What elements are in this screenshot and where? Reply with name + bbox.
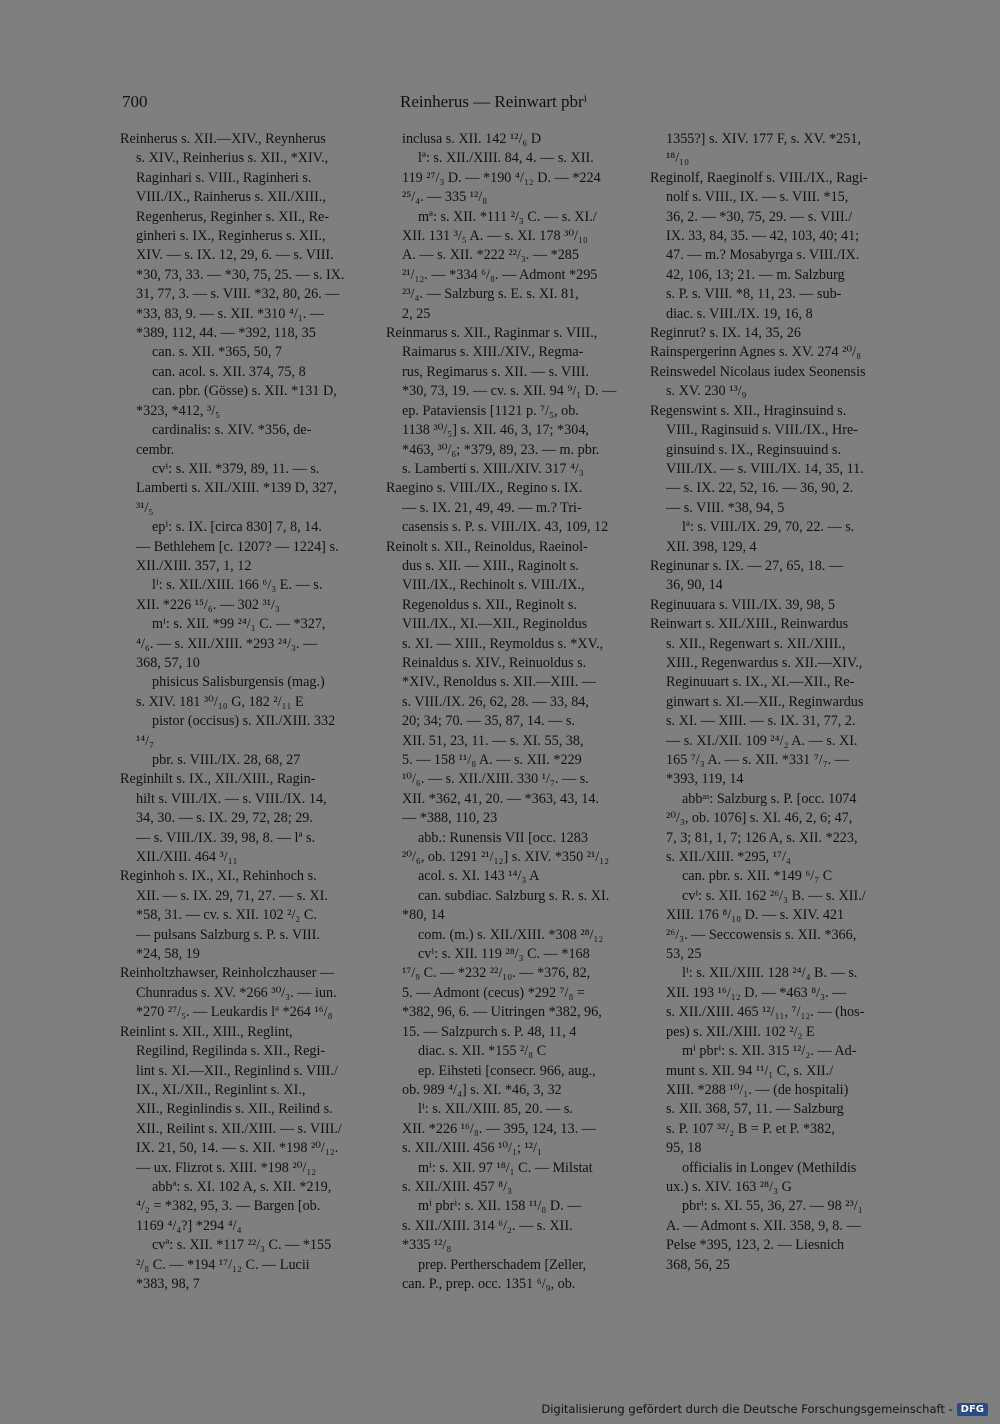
index-column-3 bbox=[650, 130, 904, 1275]
index-line: Regenoldus s. XII., Reginolt s. bbox=[402, 596, 577, 613]
index-line: *80, 14 bbox=[402, 907, 445, 924]
index-line: munt s. XII. 94 ¹¹/₁ C, s. XII./ bbox=[666, 1062, 834, 1079]
index-line: s. P. s. VIII. *8, 11, 23. — sub- bbox=[666, 286, 842, 303]
index-line: can. pbr. (Gösse) s. XII. *131 D, bbox=[152, 383, 337, 400]
index-line: XIII. 176 ⁸/₁₀ D. — s. XIV. 421 bbox=[666, 907, 845, 924]
index-line: 53, 25 bbox=[666, 946, 702, 963]
index-line: Reinlint s. XII., XIII., Reglint, bbox=[120, 1023, 293, 1040]
index-line: s. XII./XIII. *295, ¹⁷/₄ bbox=[666, 849, 791, 866]
index-line: A. — Admont s. XII. 358, 9, 8. — bbox=[666, 1217, 861, 1234]
index-line: VIII./IX., XI.—XII., Reginoldus bbox=[402, 616, 588, 633]
index-line: abbª: s. XI. 102 A, s. XII. *219, bbox=[152, 1178, 332, 1195]
index-line: *30, 73, 19. — cv. s. XII. 94 ⁹/₁ D. — bbox=[402, 383, 617, 400]
index-line: ⁴/₂ = *382, 95, 3. — Bargen [ob. bbox=[136, 1198, 321, 1215]
index-column-2 bbox=[386, 130, 640, 1294]
index-line: Raegino s. VIII./IX., Regino s. IX. bbox=[386, 480, 583, 497]
index-line: Raginhari s. VIII., Raginheri s. bbox=[136, 169, 312, 186]
index-line: 1138 ³⁰/₅] s. XII. 46, 3, 17; *304, bbox=[402, 422, 589, 439]
index-line: ux.) s. XIV. 163 ²⁸/₃ G bbox=[666, 1178, 792, 1195]
index-line: XIII. *288 ¹⁰/₁. — (de hospitali) bbox=[666, 1081, 849, 1098]
index-line: 34, 30. — s. IX. 29, 72, 28; 29. bbox=[136, 810, 313, 827]
index-line: XII. 398, 129, 4 bbox=[666, 538, 757, 555]
index-line: cvⁱ: s. XII. 119 ²⁸/₃ C. — *168 bbox=[418, 946, 590, 963]
index-line: mⁱ pbrⁱ: s. XII. 315 ¹²/₂. — Ad- bbox=[682, 1043, 857, 1060]
index-line: Rainspergerinn Agnes s. XV. 274 ²⁰/₈ bbox=[650, 344, 862, 361]
index-column-1 bbox=[120, 130, 376, 1294]
page-header: Reinherus — Reinwart pbrⁱ bbox=[400, 92, 588, 111]
index-line: phisicus Salisburgensis (mag.) bbox=[152, 674, 325, 691]
index-line: 119 ²⁷/₃ D. — *190 ⁴/₁₂ D. — *224 bbox=[402, 169, 601, 186]
index-line: 20; 34; 70. — 35, 87, 14. — s. bbox=[402, 713, 576, 730]
index-line: VIII., Raginsuid s. VIII./IX., Hre- bbox=[666, 422, 859, 439]
index-line: — s. IX. 21, 49, 49. — m.? Tri- bbox=[402, 499, 582, 516]
index-line: XII., Reilint s. XII./XIII. — s. VIII./ bbox=[136, 1120, 342, 1137]
index-line: — Bethlehem [c. 1207? — 1224] s. bbox=[136, 538, 339, 555]
index-line: Reginolf, Raeginolf s. VIII./IX., Ragi- bbox=[650, 169, 868, 186]
footer-text: Digitalisierung gefördert durch die Deutsche Forschungsgemeinschaft - bbox=[541, 1402, 953, 1416]
index-line: s. XIV. 181 ³⁰/₁₀ G, 182 ²/₁₁ E bbox=[136, 693, 304, 710]
dfg-logo-icon: DFG bbox=[957, 1403, 988, 1416]
index-line: s. XII./XIII. 457 ⁸/₃ bbox=[402, 1178, 512, 1195]
index-line: officialis in Longev (Methildis bbox=[682, 1159, 857, 1176]
index-line: XII. 193 ¹⁶/₁₂ D. — *463 ⁸/₃. — bbox=[666, 984, 847, 1001]
index-line: cvª: s. XII. *117 ²²/₃ C. — *155 bbox=[152, 1237, 332, 1254]
index-line: 2, 25 bbox=[402, 305, 431, 322]
index-line: Reinwart s. XII./XIII., Reinwardus bbox=[650, 616, 849, 633]
index-line: ¹⁷/₉ C. — *232 ²²/₁₀. — *376, 82, bbox=[402, 965, 591, 982]
index-line: can. P., prep. occ. 1351 ⁶/₉, ob. bbox=[402, 1275, 576, 1292]
index-line: dus s. XII. — XIII., Raginolt s. bbox=[402, 557, 579, 574]
index-line: lⁱ: s. XII./XIII. 166 ⁶/₃ E. — s. bbox=[152, 577, 323, 594]
index-line: mª: s. XII. *111 ²/₃ C. — s. XI./ bbox=[418, 208, 597, 225]
index-line: Reginrut? s. IX. 14, 35, 26 bbox=[650, 325, 801, 342]
index-line: s. XII. 368, 57, 11. — Salzburg bbox=[666, 1101, 844, 1118]
index-line: 95, 18 bbox=[666, 1140, 702, 1157]
index-line: rus, Regimarus s. XII. — s. VIII. bbox=[402, 363, 589, 380]
index-line: ²⁰/₆, ob. 1291 ²¹/₁₂] s. XIV. *350 ²¹/₁₂ bbox=[402, 849, 610, 866]
index-line: Reginhoh s. IX., XI., Rehinhoch s. bbox=[120, 868, 317, 885]
index-line: abb.: Runensis VII [occ. 1283 bbox=[418, 829, 588, 846]
index-line: XII. *226 ¹⁶/₈. — 395, 124, 13. — bbox=[402, 1120, 596, 1137]
index-line: ⁴/₆. — s. XII./XIII. *293 ²⁴/₃. — bbox=[136, 635, 318, 652]
index-line: acol. s. XI. 143 ¹⁴/₃ A bbox=[418, 868, 540, 885]
index-line: pbr. s. VIII./IX. 28, 68, 27 bbox=[152, 752, 301, 768]
index-line: s. XI. — XIII., Reymoldus s. *XV., bbox=[402, 635, 604, 652]
index-line: VIII./IX., Rainherus s. XII./XIII., bbox=[136, 189, 326, 206]
index-line: Regenswint s. XII., Hraginsuind s. bbox=[650, 402, 847, 419]
index-line: s. XII./XIII. 456 ¹⁰/₁; ¹²/₁ bbox=[402, 1140, 542, 1157]
index-line: XII. *226 ¹⁵/₆. — 302 ³¹/₃ bbox=[136, 596, 280, 613]
index-line: Regenherus, Reginher s. XII., Re- bbox=[136, 208, 330, 225]
index-line: 368, 56, 25 bbox=[666, 1256, 730, 1273]
index-line: lª: s. VIII./IX. 29, 70, 22. — s. bbox=[682, 519, 855, 536]
index-line: *58, 31. — cv. s. XII. 102 ²/₂ C. bbox=[136, 907, 317, 924]
footer bbox=[541, 1402, 988, 1416]
index-line: — s. VIII./IX. 39, 98, 8. — lª s. bbox=[136, 829, 316, 846]
index-line: Reinmarus s. XII., Raginmar s. VIII., bbox=[386, 325, 598, 342]
index-line: cvⁱ: s. XII. 162 ²⁶/₃ B. — s. XII./ bbox=[682, 887, 866, 904]
index-line: — s. IX. 22, 52, 16. — 36, 90, 2. bbox=[666, 480, 854, 497]
index-line: Chunradus s. XV. *266 ³⁰/₃. — iun. bbox=[136, 984, 337, 1001]
index-line: diac. s. XII. *155 ²/₈ C bbox=[418, 1043, 547, 1060]
index-line: 5. — 158 ¹¹/₈ A. — s. XII. *229 bbox=[402, 752, 582, 768]
index-line: *30, 73, 33. — *30, 75, 25. — s. IX. bbox=[136, 266, 345, 283]
index-line: diac. s. VIII./IX. 19, 16, 8 bbox=[666, 305, 813, 322]
index-line: Reinswedel Nicolaus iudex Seonensis bbox=[650, 363, 866, 380]
index-line: *270 ²⁷/₅. — Leukardis lª *264 ¹⁶/₈ bbox=[136, 1004, 333, 1021]
index-line: pbrⁱ: s. XI. 55, 36, 27. — 98 ²³/₁ bbox=[682, 1198, 863, 1215]
index-line: s. Lamberti s. XIII./XIV. 317 ⁴/₃ bbox=[402, 460, 584, 477]
index-line: ¹⁰/₆. — s. XII./XIII. 330 ¹/₇. — s. bbox=[402, 771, 589, 788]
index-line: ob. 989 ⁴/₄] s. XI. *46, 3, 32 bbox=[402, 1081, 562, 1098]
index-line: *335 ¹²/₈ bbox=[402, 1237, 452, 1254]
index-line: ¹⁸/₁₀ bbox=[666, 150, 690, 167]
index-line: 7, 3; 81, 1, 7; 126 A, s. XII. *223, bbox=[666, 829, 858, 846]
index-line: *33, 83, 9. — s. XII. *310 ⁴/₁. — bbox=[136, 305, 325, 322]
index-line: 1169 ⁴/₄?] *294 ⁴/₄ bbox=[136, 1217, 242, 1234]
index-line: — s. XI./XII. 109 ²⁴/₂ A. — s. XI. bbox=[666, 732, 858, 749]
index-line: Reginuuara s. VIII./IX. 39, 98, 5 bbox=[650, 596, 835, 613]
index-line: IX. 33, 84, 35. — 42, 103, 40; 41; bbox=[666, 228, 860, 245]
index-line: Reinaldus s. XIV., Reinuoldus s. bbox=[402, 654, 587, 671]
index-line: ¹⁴/₇ bbox=[136, 732, 155, 749]
index-line: IX. 21, 50, 14. — s. XII. *198 ²⁰/₁₂. bbox=[136, 1140, 339, 1157]
index-line: A. — s. XII. *222 ²²/₃. — *285 bbox=[402, 247, 579, 264]
index-line: Pelse *395, 123, 2. — Liesnich bbox=[666, 1237, 845, 1254]
index-line: Reinolt s. XII., Reinoldus, Raeinol- bbox=[386, 538, 588, 555]
index-line: can. pbr. s. XII. *149 ⁶/₇ C bbox=[682, 868, 833, 885]
index-line: pes) s. XII./XIII. 102 ²/₂ E bbox=[666, 1023, 815, 1040]
index-line: 42, 106, 13; 21. — m. Salzburg bbox=[666, 266, 845, 283]
index-line: ginwart s. XI.—XII., Reginwardus bbox=[666, 693, 864, 710]
index-line: 36, 2. — *30, 75, 29. — s. VIII./ bbox=[666, 208, 853, 225]
index-line: epⁱ: s. IX. [circa 830] 7, 8, 14. bbox=[152, 519, 322, 536]
index-line: mⁱ: s. XII. *99 ²⁴/₁ C. — *327, bbox=[152, 616, 326, 633]
index-line: cvⁱ: s. XII. *379, 89, 11. — s. bbox=[152, 460, 320, 477]
index-line: 165 ⁷/₃ A. — s. XII. *331 ⁷/₇. — bbox=[666, 752, 849, 768]
index-line: Regilind, Regilinda s. XII., Regi- bbox=[136, 1043, 326, 1060]
index-line: *24, 58, 19 bbox=[136, 946, 200, 963]
index-line: XIII., Regenwardus s. XII.—XIV., bbox=[666, 654, 863, 671]
index-line: cembr. bbox=[136, 441, 175, 458]
index-line: 368, 57, 10 bbox=[136, 654, 200, 671]
index-line: ²³/₄. — Salzburg s. E. s. XI. 81, bbox=[402, 286, 579, 303]
index-line: Reginhilt s. IX., XII./XIII., Ragin- bbox=[120, 771, 316, 788]
index-line: ep. Pataviensis [1121 p. ⁷/₅, ob. bbox=[402, 402, 579, 419]
index-line: lⁱ: s. XII./XIII. 128 ²⁴/₄ B. — s. bbox=[682, 965, 858, 982]
index-line: *393, 119, 14 bbox=[666, 771, 744, 788]
index-line: lint s. XI.—XII., Reginlind s. VIII./ bbox=[136, 1062, 338, 1079]
index-line: lⁱ: s. XII./XIII. 85, 20. — s. bbox=[418, 1101, 573, 1118]
index-line: XII. *362, 41, 20. — *363, 43, 14. bbox=[402, 790, 600, 807]
index-line: 15. — Salzpurch s. P. 48, 11, 4 bbox=[402, 1023, 577, 1040]
index-line: ep. Eihsteti [consecr. 966, aug., bbox=[418, 1062, 596, 1079]
index-line: *389, 112, 44. — *392, 118, 35 bbox=[136, 325, 316, 342]
index-line: casensis s. P. s. VIII./IX. 43, 109, 12 bbox=[402, 519, 609, 536]
index-line: mⁱ pbrⁱ: s. XII. 158 ¹¹/₈ D. — bbox=[418, 1198, 582, 1215]
index-line: *463, ³⁰/₆; *379, 89, 23. — m. pbr. bbox=[402, 441, 600, 458]
index-line: 5. — Admont (cecus) *292 ⁷/₈ = bbox=[402, 984, 585, 1001]
index-line: ginheri s. IX., Reginherus s. XII., bbox=[136, 228, 326, 245]
index-line: inclusa s. XII. 142 ¹²/₆ D bbox=[402, 131, 542, 147]
index-line: s. P. 107 ³²/₂ B = P. et P. *382, bbox=[666, 1120, 835, 1137]
index-line: ²⁶/₃. — Seccowensis s. XII. *366, bbox=[666, 926, 857, 943]
index-line: 47. — m.? Mosabyrga s. VIII./IX. bbox=[666, 247, 860, 264]
index-line: Reinholtzhawser, Reinholczhauser — bbox=[120, 965, 335, 982]
index-line: ³¹/₅ bbox=[136, 499, 154, 516]
index-line: ²¹/₁₂. — *334 ⁶/₈. — Admont *295 bbox=[402, 266, 598, 283]
index-line: Reginunar s. IX. — 27, 65, 18. — bbox=[650, 557, 844, 574]
index-line: ²/₈ C. — *194 ¹⁷/₁₂ C. — Lucii bbox=[136, 1256, 310, 1273]
index-line: Lamberti s. XII./XIII. *139 D, 327, bbox=[136, 480, 337, 497]
index-line: XII./XIII. 464 ³/₁₁ bbox=[136, 849, 238, 866]
index-line: s. XII., Regenwart s. XII./XIII., bbox=[666, 635, 846, 652]
index-line: *XIV., Renoldus s. XII.—XIII. — bbox=[402, 674, 597, 691]
index-line: XII. 131 ³/₅ A. — s. XI. 178 ³⁰/₁₀ bbox=[402, 228, 588, 245]
index-line: nolf s. VIII., IX. — s. VIII. *15, bbox=[666, 189, 849, 206]
index-line: com. (m.) s. XII./XIII. *308 ²⁸/₁₂ bbox=[418, 926, 604, 943]
index-line: lª: s. XII./XIII. 84, 4. — s. XII. bbox=[418, 150, 594, 167]
index-line: can. s. XII. *365, 50, 7 bbox=[152, 344, 283, 361]
index-line: ginsuind s. IX., Reginsuuind s. bbox=[666, 441, 841, 458]
index-line: ²⁵/₄. — 335 ¹²/₈ bbox=[402, 189, 488, 206]
index-line: abbᵃˢ: Salzburg s. P. [occ. 1074 bbox=[682, 790, 857, 807]
index-line: VIII./IX., Rechinolt s. VIII./IX., bbox=[402, 577, 585, 594]
index-line: — s. VIII. *38, 94, 5 bbox=[666, 499, 785, 516]
index-line: XII. 51, 23, 11. — s. XI. 55, 38, bbox=[402, 732, 584, 749]
page-number: 700 bbox=[122, 92, 148, 111]
index-line: *323, *412, ³/₅ bbox=[136, 402, 221, 419]
index-line: Reginuuart s. IX., XI.—XII., Re- bbox=[666, 674, 855, 691]
index-line: 1355?] s. XIV. 177 F, s. XV. *251, bbox=[666, 131, 862, 147]
index-line: s. XII./XIII. 465 ¹²/₁₁, ⁷/₁₂. — (hos- bbox=[666, 1004, 865, 1021]
index-line: — pulsans Salzburg s. P. s. VIII. bbox=[136, 926, 320, 943]
index-line: XIV. — s. IX. 12, 29, 6. — s. VIII. bbox=[136, 247, 334, 264]
index-line: Raimarus s. XIII./XIV., Regma- bbox=[402, 344, 584, 361]
index-line: prep. Pertherschadem [Zeller, bbox=[418, 1256, 587, 1273]
index-line: hilt s. VIII./IX. — s. VIII./IX. 14, bbox=[136, 790, 327, 807]
index-line: cardinalis: s. XIV. *356, de- bbox=[152, 422, 312, 439]
index-line: IX., XI./XII., Reginlint s. XI., bbox=[136, 1081, 306, 1098]
index-line: XII./XIII. 357, 1, 12 bbox=[136, 557, 252, 574]
index-line: VIII./IX. — s. VIII./IX. 14, 35, 11. bbox=[666, 460, 864, 477]
index-line: *383, 98, 7 bbox=[136, 1275, 200, 1292]
index-line: pistor (occisus) s. XII./XIII. 332 bbox=[152, 713, 336, 730]
index-line: — ux. Flizrot s. XIII. *198 ²⁰/₁₂ bbox=[136, 1159, 317, 1176]
index-line: ²⁰/₃, ob. 1076] s. XI. 46, 2, 6; 47, bbox=[666, 810, 853, 827]
index-line: 31, 77, 3. — s. VIII. *32, 80, 26. — bbox=[136, 286, 340, 303]
index-line: — *388, 110, 23 bbox=[402, 810, 498, 827]
index-line: Reinherus s. XII.—XIV., Reynherus bbox=[120, 131, 326, 147]
index-line: can. acol. s. XII. 374, 75, 8 bbox=[152, 363, 306, 380]
index-line: s. XV. 230 ¹³/₉ bbox=[666, 383, 747, 400]
index-line: XII., Reginlindis s. XII., Reilind s. bbox=[136, 1101, 333, 1118]
index-line: can. subdiac. Salzburg s. R. s. XI. bbox=[418, 887, 610, 904]
index-line: s. XIV., Reinherius s. XII., *XIV., bbox=[136, 150, 329, 167]
index-line: mⁱ: s. XII. 97 ¹⁸/₁ C. — Milstat bbox=[418, 1159, 593, 1176]
index-line: XII. — s. IX. 29, 71, 27. — s. XI. bbox=[136, 887, 328, 904]
index-line: s. VIII./IX. 26, 62, 28. — 33, 84, bbox=[402, 693, 589, 710]
index-line: *382, 96, 6. — Uitringen *382, 96, bbox=[402, 1004, 602, 1021]
index-line: s. XI. — XIII. — s. IX. 31, 77, 2. bbox=[666, 713, 856, 730]
index-line: 36, 90, 14 bbox=[666, 577, 723, 594]
index-line: s. XII./XIII. 314 ⁶/₂. — s. XII. bbox=[402, 1217, 573, 1234]
